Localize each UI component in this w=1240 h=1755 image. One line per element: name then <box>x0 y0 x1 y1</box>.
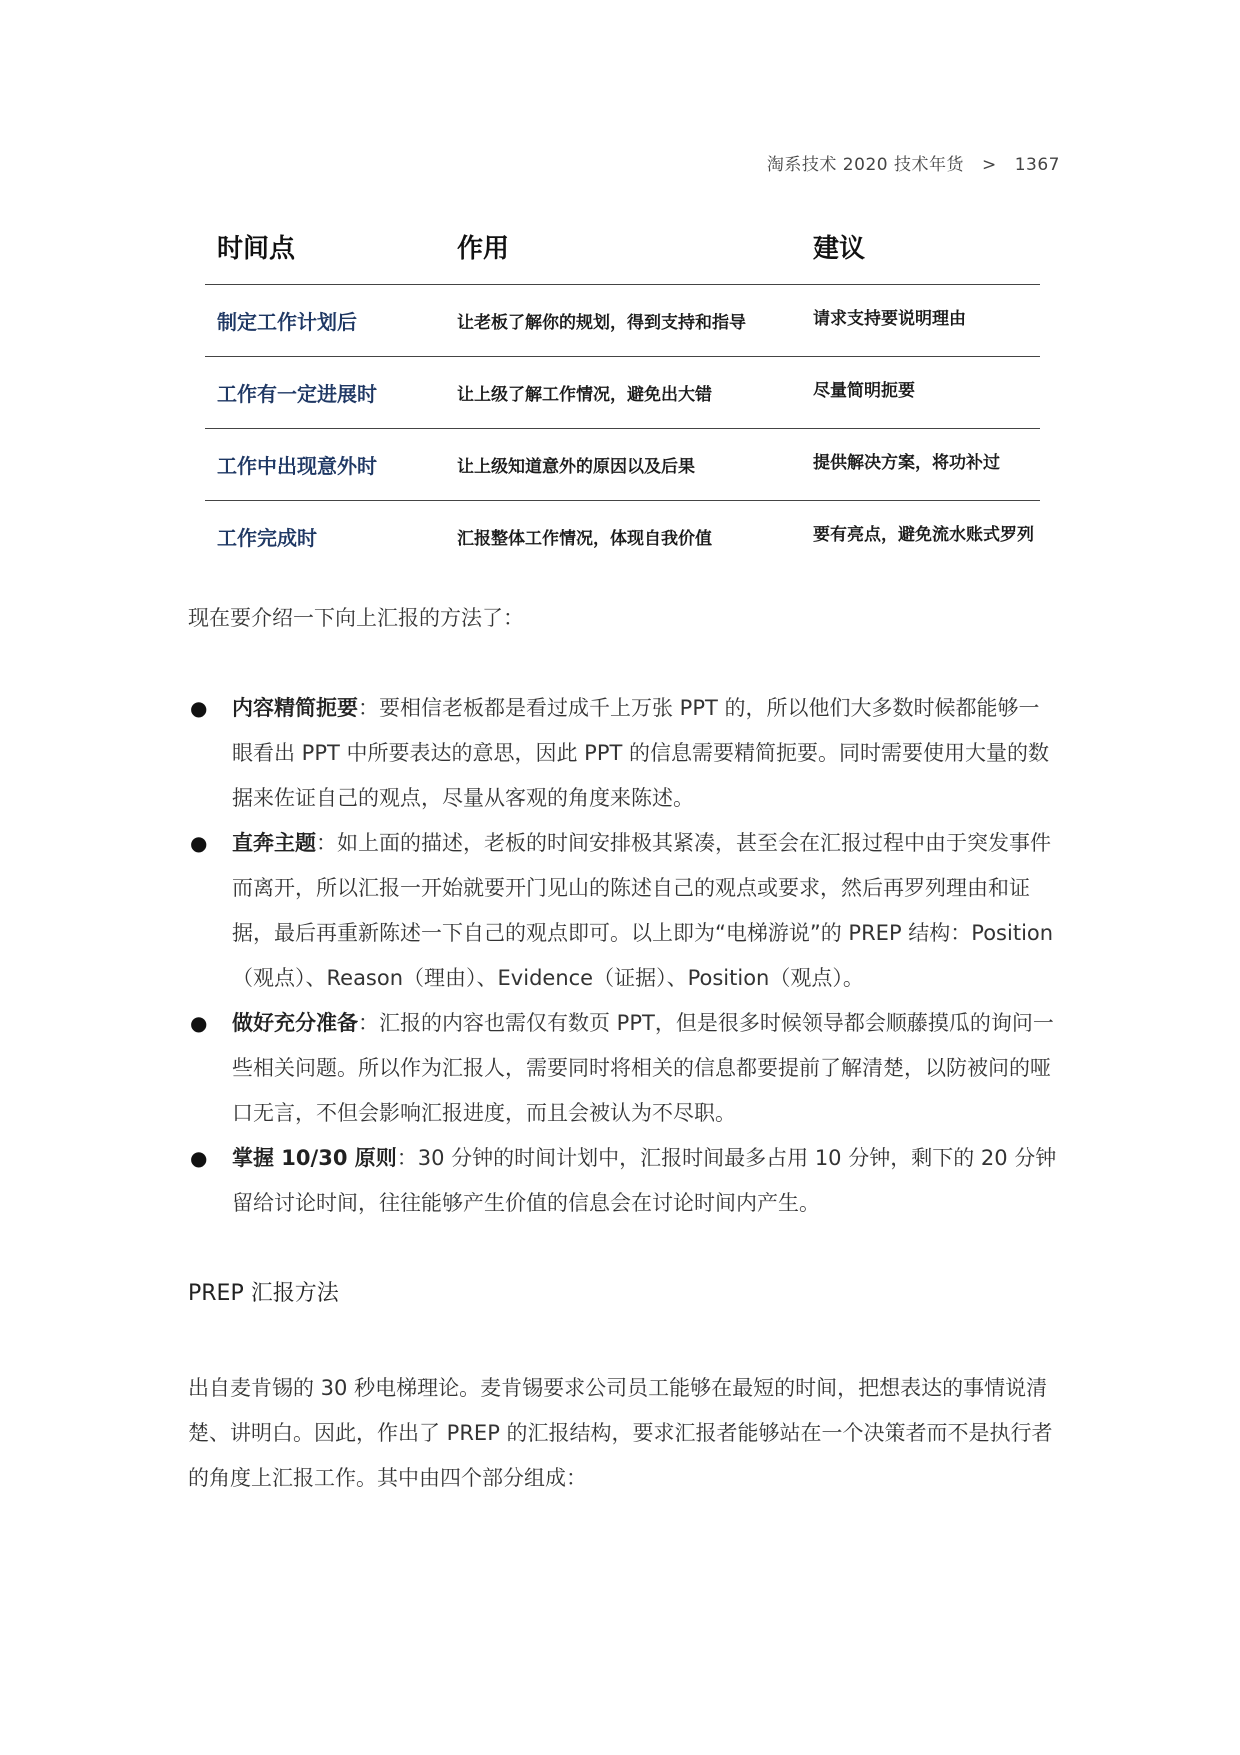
bullet-term: 内容精简扼要 <box>232 696 358 720</box>
table-cell-advice: 要有亮点，避免流水账式罗列 <box>813 525 1034 545</box>
intro-paragraph: 现在要介绍一下向上汇报的方法了： <box>188 606 524 630</box>
table-cell-advice: 请求支持要说明理由 <box>813 309 966 329</box>
table-cell-purpose: 汇报整体工作情况，体现自我价值 <box>457 529 712 549</box>
header-title: 淘系技术 2020 技术年货 <box>766 155 964 175</box>
table-cell-time: 工作完成时 <box>217 526 317 550</box>
table-cell-time: 制定工作计划后 <box>217 310 357 334</box>
table-cell-time: 工作中出现意外时 <box>217 454 377 478</box>
header-separator: > <box>981 155 997 175</box>
table-cell-purpose: 让上级了解工作情况，避免出大错 <box>457 385 712 405</box>
bullet-term: 做好充分准备 <box>232 1011 358 1035</box>
table-row <box>205 285 1040 357</box>
table-row <box>205 357 1040 429</box>
list-item <box>188 1001 1060 1136</box>
bullet-dot-icon: ● <box>190 1011 208 1035</box>
table-cell-advice: 尽量简明扼要 <box>813 381 915 401</box>
reporting-timing-table <box>205 208 1040 572</box>
table-row <box>205 501 1040 572</box>
table-cell-time: 工作有一定进展时 <box>217 382 377 406</box>
method-bullet-list <box>188 686 1060 1226</box>
table-header-cell: 时间点 <box>217 233 296 264</box>
table-header-cell: 作用 <box>457 233 510 264</box>
table-header-row <box>205 208 1040 285</box>
section-heading: PREP 汇报方法 <box>188 1281 339 1306</box>
table-header-cell: 建议 <box>813 233 866 264</box>
bullet-text: ：要相信老板都是看过成千上万张 PPT 的，所以他们大多数时候都能够一眼看出 PPT 中所要表达的意思，因此 PPT 的信息需要精简扼要。同时需要使用大量的数据来佐证自己的观点，尽量从客观的角度来陈述。 <box>232 696 1050 810</box>
list-item <box>188 821 1060 1001</box>
bullet-term: 掌握 10/30 原则 <box>232 1146 397 1170</box>
list-item <box>188 686 1060 821</box>
closing-paragraph: 出自麦肯锡的 30 秒电梯理论。麦肯锡要求公司员工能够在最短的时间，把想表达的事情说清楚、讲明白。因此，作出了 PREP 的汇报结构，要求汇报者能够站在一个决策者而不是执行者的角度上汇报工作。其中由四个部分组成： <box>188 1376 1053 1490</box>
table-cell-advice: 提供解决方案，将功补过 <box>813 453 1000 473</box>
page-header <box>767 150 1060 175</box>
table-row <box>205 429 1040 501</box>
bullet-term: 直奔主题 <box>232 831 316 855</box>
bullet-text: ：30 分钟的时间计划中，汇报时间最多占用 10 分钟，剩下的 20 分钟留给讨论时间，往往能够产生价值的信息会在讨论时间内产生。 <box>232 1146 1057 1215</box>
bullet-text: ：如上面的描述，老板的时间安排极其紧凑，甚至会在汇报过程中由于突发事件而离开，所以汇报一开始就要开门见山的陈述自己的观点或要求，然后再罗列理由和证据，最后再重新陈述一下自己的观点即可。以上即为“电梯游说”的 PREP 结构：Position（观点）、Reason（理由）、Evidence（证据）、Position（观点）。 <box>232 831 1054 990</box>
table-cell-purpose: 让老板了解你的规划，得到支持和指导 <box>457 313 746 333</box>
bullet-dot-icon: ● <box>190 831 208 855</box>
page-number: 1367 <box>1014 155 1060 175</box>
bullet-dot-icon: ● <box>190 1146 208 1170</box>
bullet-dot-icon: ● <box>190 696 208 720</box>
table-cell-purpose: 让上级知道意外的原因以及后果 <box>457 457 695 477</box>
list-item <box>188 1136 1060 1226</box>
bullet-text: ：汇报的内容也需仅有数页 PPT，但是很多时候领导都会顺藤摸瓜的询问一些相关问题。所以作为汇报人，需要同时将相关的信息都要提前了解清楚，以防被问的哑口无言，不但会影响汇报进度，而且会被认为不尽职。 <box>232 1011 1054 1125</box>
